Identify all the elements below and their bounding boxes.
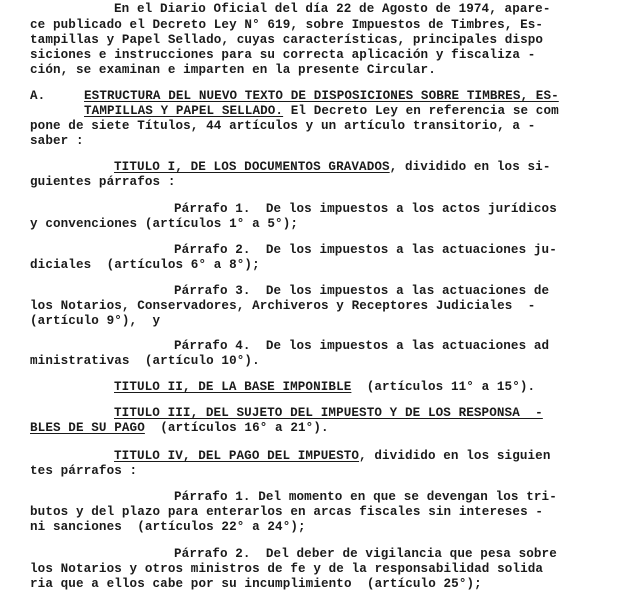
parrafo-line: ni sanciones (artículos 22° a 24°); bbox=[30, 520, 306, 534]
parrafo-line: Párrafo 2. Del deber de vigilancia que pesa sobre bbox=[174, 547, 557, 561]
section-a-text: El Decreto Ley en referencia se com bbox=[283, 104, 559, 118]
intro-line: ción, se examinan e imparten en la presente Circular. bbox=[30, 63, 436, 77]
section-a-line: saber : bbox=[30, 134, 84, 148]
titulo-line bbox=[114, 160, 550, 175]
parrafo-line: ministrativas (artículo 10°). bbox=[30, 354, 260, 368]
parrafo-line: (artículo 9°), y bbox=[30, 314, 161, 328]
titulo-line bbox=[114, 449, 550, 464]
parrafo-line: Párrafo 2. De los impuestos a las actuaciones ju- bbox=[174, 243, 557, 257]
parrafo-line: y convenciones (artículos 1° a 5°); bbox=[30, 217, 299, 231]
titulo-line bbox=[114, 380, 535, 395]
titulo-heading-cont: BLES DE SU PAGO bbox=[30, 421, 145, 435]
parrafo-line: ria que a ellos cabe por su incumplimiento (artículo 25°); bbox=[30, 577, 482, 591]
parrafo-line: Párrafo 1. Del momento en que se devengan los tri- bbox=[174, 490, 557, 504]
parrafo-line: los Notarios, Conservadores, Archiveros y Receptores Judiciales - bbox=[30, 299, 536, 313]
titulo-text: (artículos 11° a 15°). bbox=[351, 380, 536, 394]
titulo-text: , dividido en los si- bbox=[389, 160, 551, 174]
titulo-heading: TITULO III, DEL SUJETO DEL IMPUESTO Y DE LOS RESPONSA - bbox=[114, 406, 543, 420]
parrafo-line: butos y del plazo para enterarlos en arcas fiscales sin intereses - bbox=[30, 505, 544, 519]
parrafo-line: Párrafo 1. De los impuestos a los actos jurídicos bbox=[174, 202, 557, 216]
parrafo-line: Párrafo 3. De los impuestos a las actuaciones de bbox=[174, 284, 550, 298]
titulo-line: tes párrafos : bbox=[30, 464, 138, 478]
titulo-text: , dividido en los siguien bbox=[359, 449, 551, 463]
section-a-line: pone de siete Títulos, 44 artículos y un artículo transitorio, a - bbox=[30, 119, 536, 133]
titulo-line bbox=[30, 421, 329, 436]
titulo-text: (artículos 16° a 21°). bbox=[144, 421, 329, 435]
titulo-line: guientes párrafos : bbox=[30, 175, 176, 189]
titulo-heading: TITULO IV, DEL PAGO DEL IMPUESTO bbox=[114, 449, 360, 463]
parrafo-line: diciales (artículos 6° a 8°); bbox=[30, 258, 260, 272]
section-a-heading: ESTRUCTURA DEL NUEVO TEXTO DE DISPOSICIONES SOBRE TIMBRES, ES- bbox=[84, 89, 559, 103]
titulo-heading: TITULO I, DE LOS DOCUMENTOS GRAVADOS bbox=[114, 160, 390, 174]
section-a-line bbox=[84, 104, 559, 119]
intro-line: ce publicado el Decreto Ley N° 619, sobre Impuestos de Timbres, Es- bbox=[30, 18, 544, 32]
intro-line: En el Diario Oficial del día 22 de Agosto de 1974, apare- bbox=[114, 2, 551, 16]
intro-line: siciones e instrucciones para su correcta aplicación y fiscaliza - bbox=[30, 48, 536, 62]
section-a-heading-cont: TAMPILLAS Y PAPEL SELLADO. bbox=[84, 104, 284, 118]
parrafo-line: los Notarios y otros ministros de fe y de la responsabilidad solida bbox=[30, 562, 544, 576]
section-letter: A. bbox=[30, 89, 46, 103]
titulo-heading: TITULO II, DE LA BASE IMPONIBLE bbox=[114, 380, 352, 394]
intro-line: tampillas y Papel Sellado, cuyas características, principales dispo bbox=[30, 33, 544, 47]
parrafo-line: Párrafo 4. De los impuestos a las actuaciones ad bbox=[174, 339, 550, 353]
